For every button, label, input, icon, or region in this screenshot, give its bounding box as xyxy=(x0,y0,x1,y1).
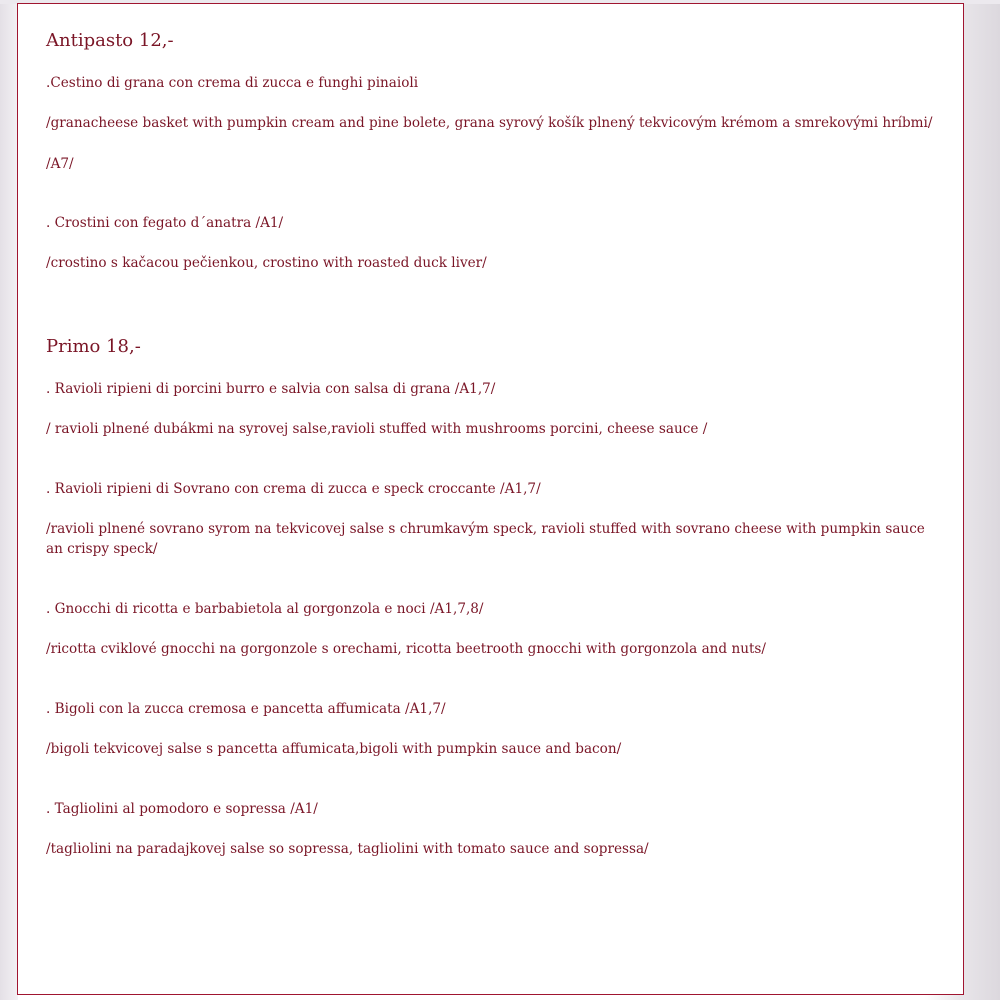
menu-item-translation: /ricotta cviklové gnocchi na gorgonzole s orechami, ricotta beetrooth gnocchi with gorgonzola and nuts/ xyxy=(46,641,766,657)
menu-item-name: . Tagliolini al pomodoro e sopressa /A1/ xyxy=(46,801,318,817)
menu-item-name: . Crostini con fegato d´anatra /A1/ xyxy=(46,215,284,231)
menu-item-translation: /bigoli tekvicovej salse s pancetta affumicata,bigoli with pumpkin sauce and bacon/ xyxy=(46,741,622,757)
menu-item-translation: /crostino s kačacou pečienkou, crostino with roasted duck liver/ xyxy=(46,255,487,271)
menu-item-name: .Cestino di grana con crema di zucca e funghi pinaioli xyxy=(46,75,419,91)
menu-item-translation: /granacheese basket with pumpkin cream and pine bolete, grana syrový košík plnený tekvicovým krémom a smrekovými hríbmi/ xyxy=(46,115,933,131)
menu-item-translation: / ravioli plnené dubákmi na syrovej salse,ravioli stuffed with mushrooms porcini, cheese sauce / xyxy=(46,421,708,437)
left-shadow xyxy=(0,0,18,1000)
section-title-primo: Primo 18,- xyxy=(46,336,141,357)
menu-item-name: . Ravioli ripieni di porcini burro e salvia con salsa di grana /A1,7/ xyxy=(46,381,496,397)
menu-item-allergens: /A7/ xyxy=(46,156,74,172)
menu-item-name: . Bigoli con la zucca cremosa e pancetta affumicata /A1,7/ xyxy=(46,701,446,717)
menu-item-name: . Gnocchi di ricotta e barbabietola al gorgonzola e noci /A1,7,8/ xyxy=(46,601,484,617)
section-title-antipasto: Antipasto 12,- xyxy=(46,30,174,51)
menu-item-translation: /ravioli plnené sovrano syrom na tekvicovej salse s chrumkavým speck, ravioli stuffed with sovrano cheese with pumpkin sauce an crispy speck/ xyxy=(46,521,925,557)
menu-page xyxy=(17,3,964,995)
menu-item-name: . Ravioli ripieni di Sovrano con crema di zucca e speck croccante /A1,7/ xyxy=(46,481,541,497)
menu-item-translation: /tagliolini na paradajkovej salse so sopressa, tagliolini with tomato sauce and sopressa/ xyxy=(46,841,649,857)
